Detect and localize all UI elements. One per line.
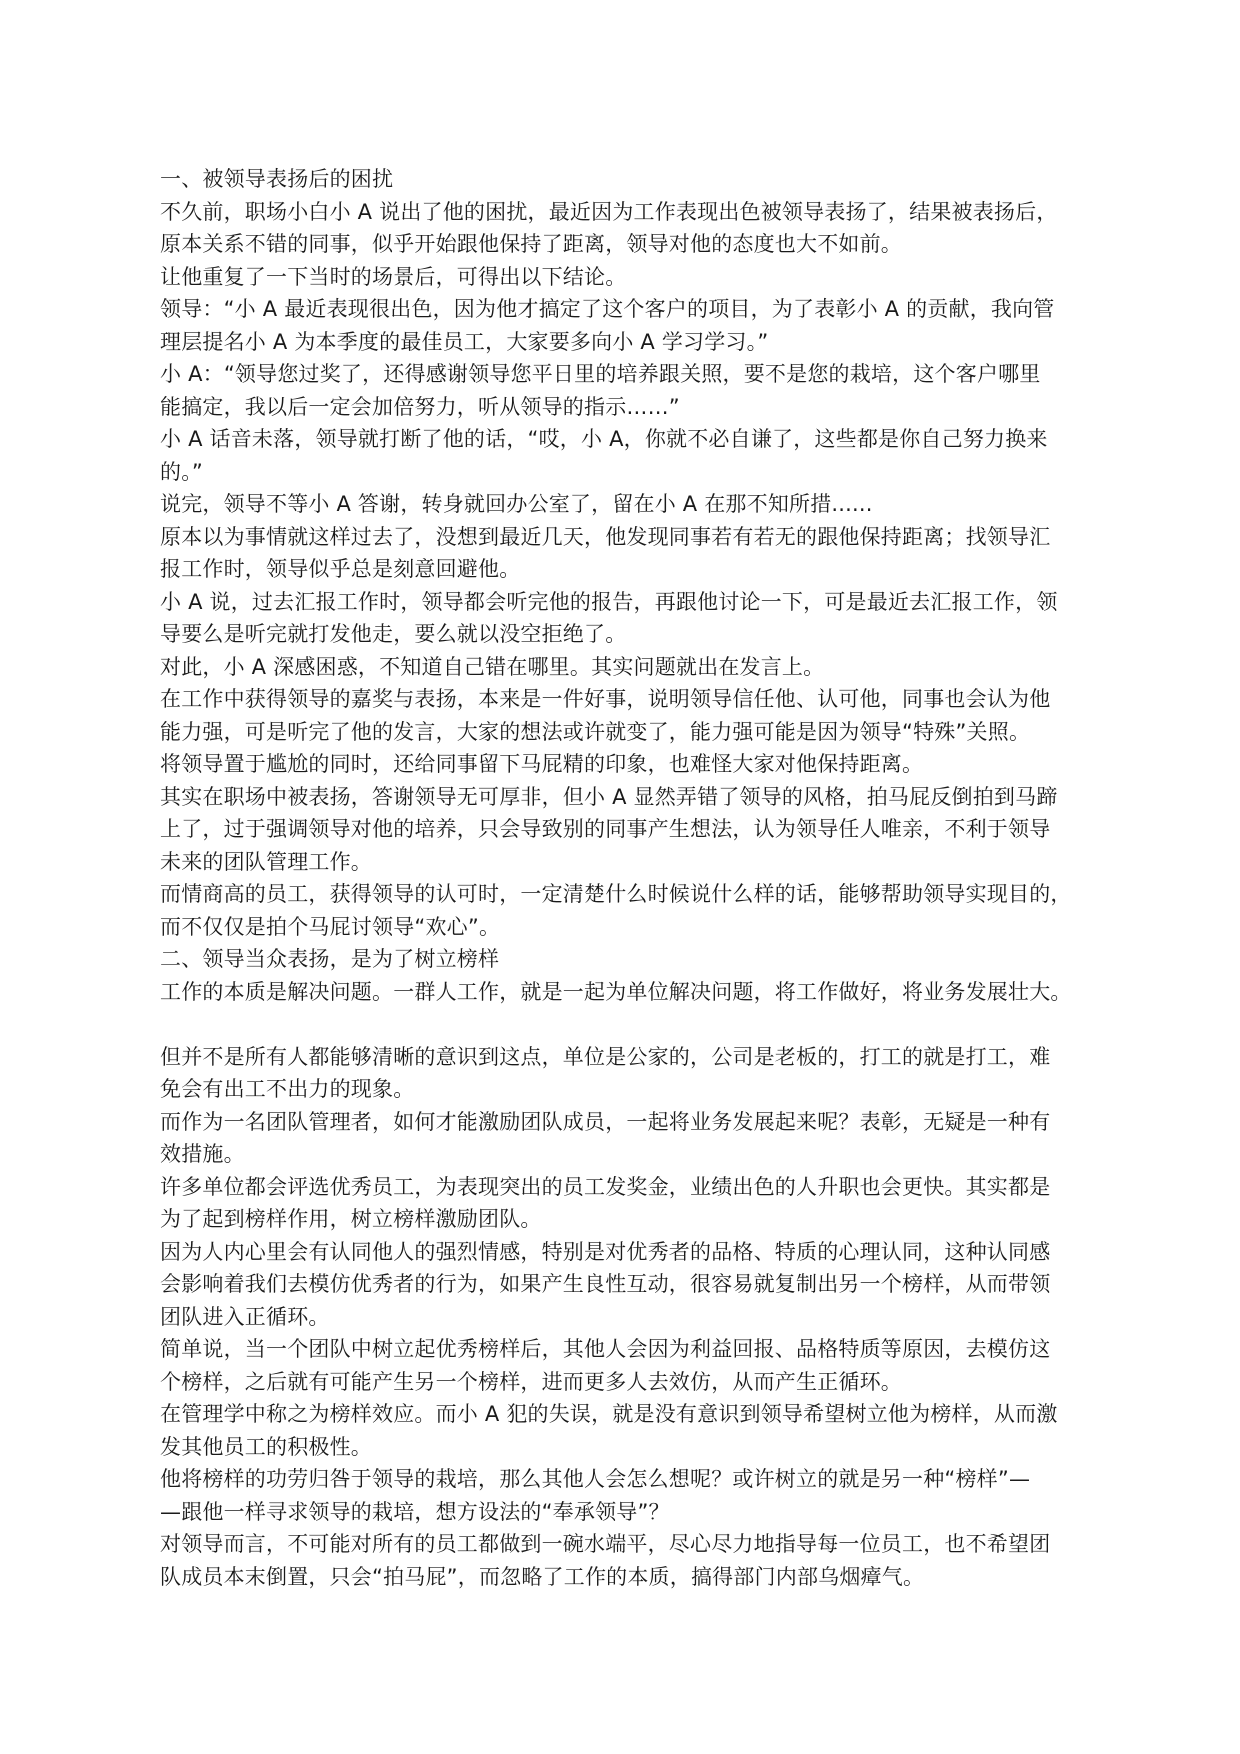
text-line: 个榜样，之后就有可能产生另一个榜样，进而更多人去效仿，从而产生正循环。	[160, 1369, 902, 1394]
text-line: 的。”	[160, 459, 203, 484]
text-line: 许多单位都会评选优秀员工，为表现突出的员工发奖金，业绩出色的人升职也会更快。其实都是	[160, 1174, 1051, 1199]
text-line: 小 A：“领导您过奖了，还得感谢领导您平日里的培养跟关照，要不是您的栽培，这个客户哪里	[160, 362, 1041, 386]
text-line: 能搞定，我以后一定会加倍努力，听从领导的指示……”	[160, 394, 680, 419]
text-line: 不久前，职场小白小 A 说出了他的困扰，最近因为工作表现出色被领导表扬了，结果被表扬后，	[160, 199, 1058, 224]
text-line: 将领导置于尴尬的同时，还给同事留下马屁精的印象，也难怪大家对他保持距离。	[160, 752, 924, 776]
text-line: 简单说，当一个团队中树立起优秀榜样后，其他人会因为利益回报、品格特质等原因，去模仿这	[160, 1337, 1051, 1361]
blank-line	[160, 1008, 1100, 1041]
text-line: 小 A 说，过去汇报工作时，领导都会听完他的报告，再跟他讨论一下，可是最近去汇报工作，领	[160, 589, 1058, 614]
text-line: 效措施。	[160, 1142, 245, 1166]
text-line: 而情商高的员工，获得领导的认可时，一定清楚什么时候说什么样的话，能够帮助领导实现目的，	[160, 882, 1072, 906]
text-line: 小 A 话音未落，领导就打断了他的话，“哎，小 A，你就不必自谦了，这些都是你自己努力换来	[160, 427, 1048, 451]
text-line: 团队进入正循环。	[160, 1304, 330, 1329]
text-line: 会影响着我们去模仿优秀者的行为，如果产生良性互动，很容易就复制出另一个榜样，从而带领	[160, 1272, 1051, 1296]
article-body	[160, 163, 1100, 1593]
text-line: 说完，领导不等小 A 答谢，转身就回办公室了，留在小 A 在那不知所措......	[160, 492, 873, 516]
text-line: 发其他员工的积极性。	[160, 1434, 372, 1459]
text-line: 领导：“小 A 最近表现很出色，因为他才搞定了这个客户的项目，为了表彰小 A 的贡献，我向管	[160, 297, 1055, 321]
text-line: 而不仅仅是拍个马屁讨领导“欢心”。	[160, 914, 501, 939]
text-line: 让他重复了一下当时的场景后，可得出以下结论。	[160, 264, 627, 289]
text-line: 他将榜样的功劳归咎于领导的栽培，那么其他人会怎么想呢？或许树立的就是另一种“榜样”—	[160, 1467, 1031, 1491]
text-line: 上了，过于强调领导对他的培养，只会导致别的同事产生想法，认为领导任人唯亲，不利于领导	[160, 817, 1051, 841]
text-line: 而作为一名团队管理者，如何才能激励团队成员，一起将业务发展起来呢？表彰，无疑是一种有	[160, 1109, 1051, 1134]
text-line: 报工作时，领导似乎总是刻意回避他。	[160, 557, 521, 581]
text-line: 在管理学中称之为榜样效应。而小 A 犯的失误，就是没有意识到领导希望树立他为榜样，从而激	[160, 1402, 1058, 1426]
text-line: 其实在职场中被表扬，答谢领导无可厚非，但小 A 显然弄错了领导的风格，拍马屁反倒拍到马蹄	[160, 784, 1058, 809]
text-line: 为了起到榜样作用，树立榜样激励团队。	[160, 1207, 542, 1231]
text-line: 但并不是所有人都能够清晰的意识到这点，单位是公家的，公司是老板的，打工的就是打工，难	[160, 1044, 1051, 1069]
text-line: 免会有出工不出力的现象。	[160, 1077, 415, 1101]
text-line: 工作的本质是解决问题。一群人工作，就是一起为单位解决问题，将工作做好，将业务发展壮大。	[160, 979, 1072, 1004]
text-line: 在工作中获得领导的嘉奖与表扬，本来是一件好事，说明领导信任他、认可他，同事也会认为他	[160, 687, 1051, 711]
text-line: 原本关系不错的同事，似乎开始跟他保持了距离，领导对他的态度也大不如前。	[160, 232, 902, 256]
text-line: 原本以为事情就这样过去了，没想到最近几天，他发现同事若有若无的跟他保持距离；找领导汇	[160, 524, 1051, 549]
text-line: 一、被领导表扬后的困扰	[160, 167, 394, 191]
text-line: 因为人内心里会有认同他人的强烈情感，特别是对优秀者的品格、特质的心理认同，这种认同感	[160, 1239, 1051, 1264]
text-line: 导要么是听完就打发他走，要么就以没空拒绝了。	[160, 622, 627, 646]
text-line: 对此，小 A 深感困惑，不知道自己错在哪里。其实问题就出在发言上。	[160, 654, 825, 679]
text-line: 队成员本末倒置，只会“拍马屁”，而忽略了工作的本质，搞得部门内部乌烟瘴气。	[160, 1564, 925, 1589]
text-line: 二、领导当众表扬，是为了树立榜样	[160, 947, 500, 971]
text-line: 未来的团队管理工作。	[160, 849, 372, 874]
text-line: 理层提名小 A 为本季度的最佳员工，大家要多向小 A 学习学习。”	[160, 329, 769, 354]
text-line: 能力强，可是听完了他的发言，大家的想法或许就变了，能力强可能是因为领导“特殊”关照。	[160, 719, 1031, 744]
text-line: —跟他一样寻求领导的栽培，想方设法的“奉承领导”？	[160, 1499, 670, 1524]
text-line: 对领导而言，不可能对所有的员工都做到一碗水端平，尽心尽力地指导每一位员工，也不希望团	[160, 1532, 1051, 1556]
